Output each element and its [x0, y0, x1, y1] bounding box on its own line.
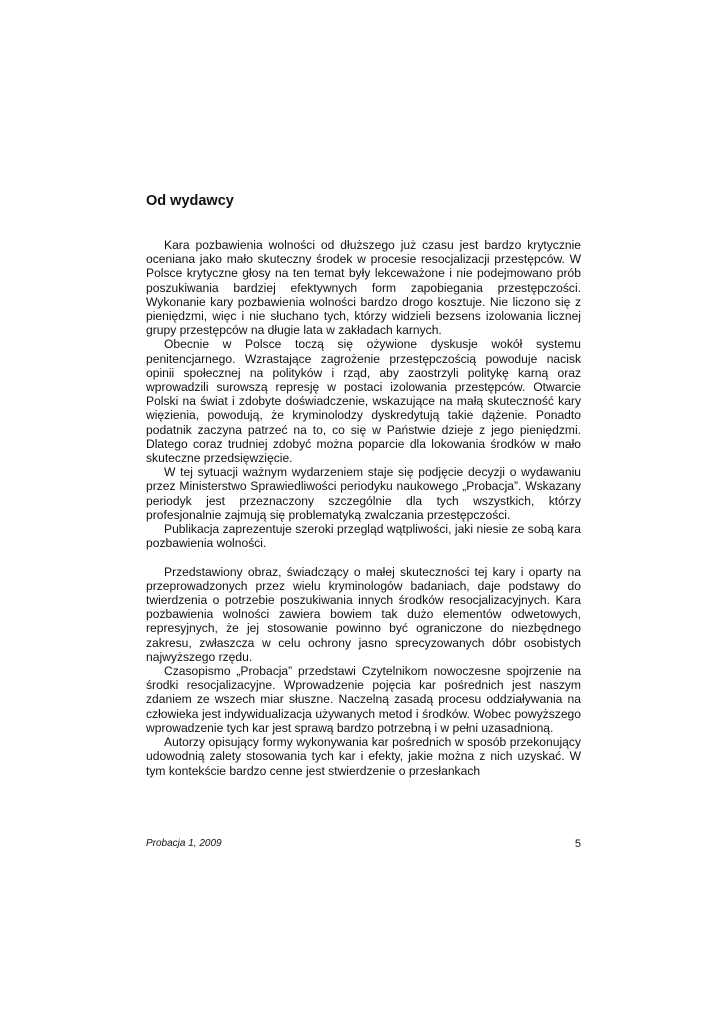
- paragraph: W tej sytuacji ważnym wydarzeniem staje się podjęcie decyzji o wydawaniu przez Ministerstwo Sprawiedliwości periodyku naukowego „Probacja”. Wskazany periodyk jest przeznaczony szczególnie dla tych wszystkich, którzy profesjonalnie zajmują się problematyką zwalczania przestępczości.: [146, 465, 581, 522]
- paragraph: Przedstawiony obraz, świadczący o małej skuteczności tej kary i oparty na przeprowadzonych przez wielu kryminologów badaniach, daje podstawy do twierdzenia o potrzebie poszukiwania innych środków resocjalizacyjnych. Kara pozbawienia wolności zawiera bowiem tak dużo elementów odwetowych, represyjnych, że jej stosowanie powinno być ograniczone do niezbędnego zakresu, zwłaszcza w celu ochrony jasno sprecyzowanych dóbr osobistych najwyższego rzędu.: [146, 564, 581, 664]
- footer-journal-info: Probacja 1, 2009: [146, 838, 222, 849]
- body-text: [146, 238, 581, 778]
- page-title: Od wydawcy: [146, 193, 234, 209]
- paragraph: Obecnie w Polsce toczą się ożywione dyskusje wokół systemu penitencjarnego. Wzrastające zagrożenie przestępczością powoduje nacisk opinii społecznej na polityków i rząd, aby zaostrzyli politykę karną oraz wprowadzili surowszą represję w postaci izolowania przestępców. Otwarcie Polski na świat i zdobyte doświadczenie, wskazujące na małą skuteczność kary więzienia, powodują, że kryminolodzy dyskredytują takie dążenie. Ponadto podatnik zaczyna patrzeć na to, co się w Państwie dzieje z jego pieniędzmi. Dlatego coraz trudniej zdobyć można poparcie dla lokowania środków w mało skuteczne przedsięwzięcie.: [146, 337, 581, 466]
- paragraph: Publikacja zaprezentuje szeroki przegląd wątpliwości, jaki niesie ze sobą kara pozbawienia wolności.: [146, 522, 581, 551]
- paragraph: Kara pozbawienia wolności od dłuższego już czasu jest bardzo krytycznie oceniana jako mało skuteczny środek w procesie resocjalizacji przestępców. W Polsce krytyczne głosy na ten temat były lekceważone i nie podejmowano prób poszukiwania bardziej efektywnych form zapobiegania przestępczości. Wykonanie kary pozbawienia wolności bardzo drogo kosztuje. Nie liczono się z pieniędzmi, więc i nie słuchano tych, którzy widzieli bezsens izolowania licznej grupy przestępców na długie lata w zakładach karnych.: [146, 238, 581, 338]
- paragraph: Czasopismo „Probacja” przedstawi Czytelnikom nowoczesne spojrzenie na środki resocjalizacyjne. Wprowadzenie pojęcia kar pośrednich jest naszym zdaniem ze wszech miar słuszne. Naczelną zasadą procesu oddziaływania na człowieka jest indywidualizacja używanych metod i środków. Wobec powyższego wprowadzenie tych kar jest sprawą bardzo potrzebną i w pełni uzasadnioną.: [146, 664, 581, 735]
- page-number: 5: [574, 838, 581, 850]
- paragraph: Autorzy opisujący formy wykonywania kar pośrednich w sposób przekonujący udowodnią zalety stosowania tych kar i efekty, jakie można z nich uzyskać. W tym kontekście bardzo cenne jest stwierdzenie o przesłankach: [146, 735, 581, 778]
